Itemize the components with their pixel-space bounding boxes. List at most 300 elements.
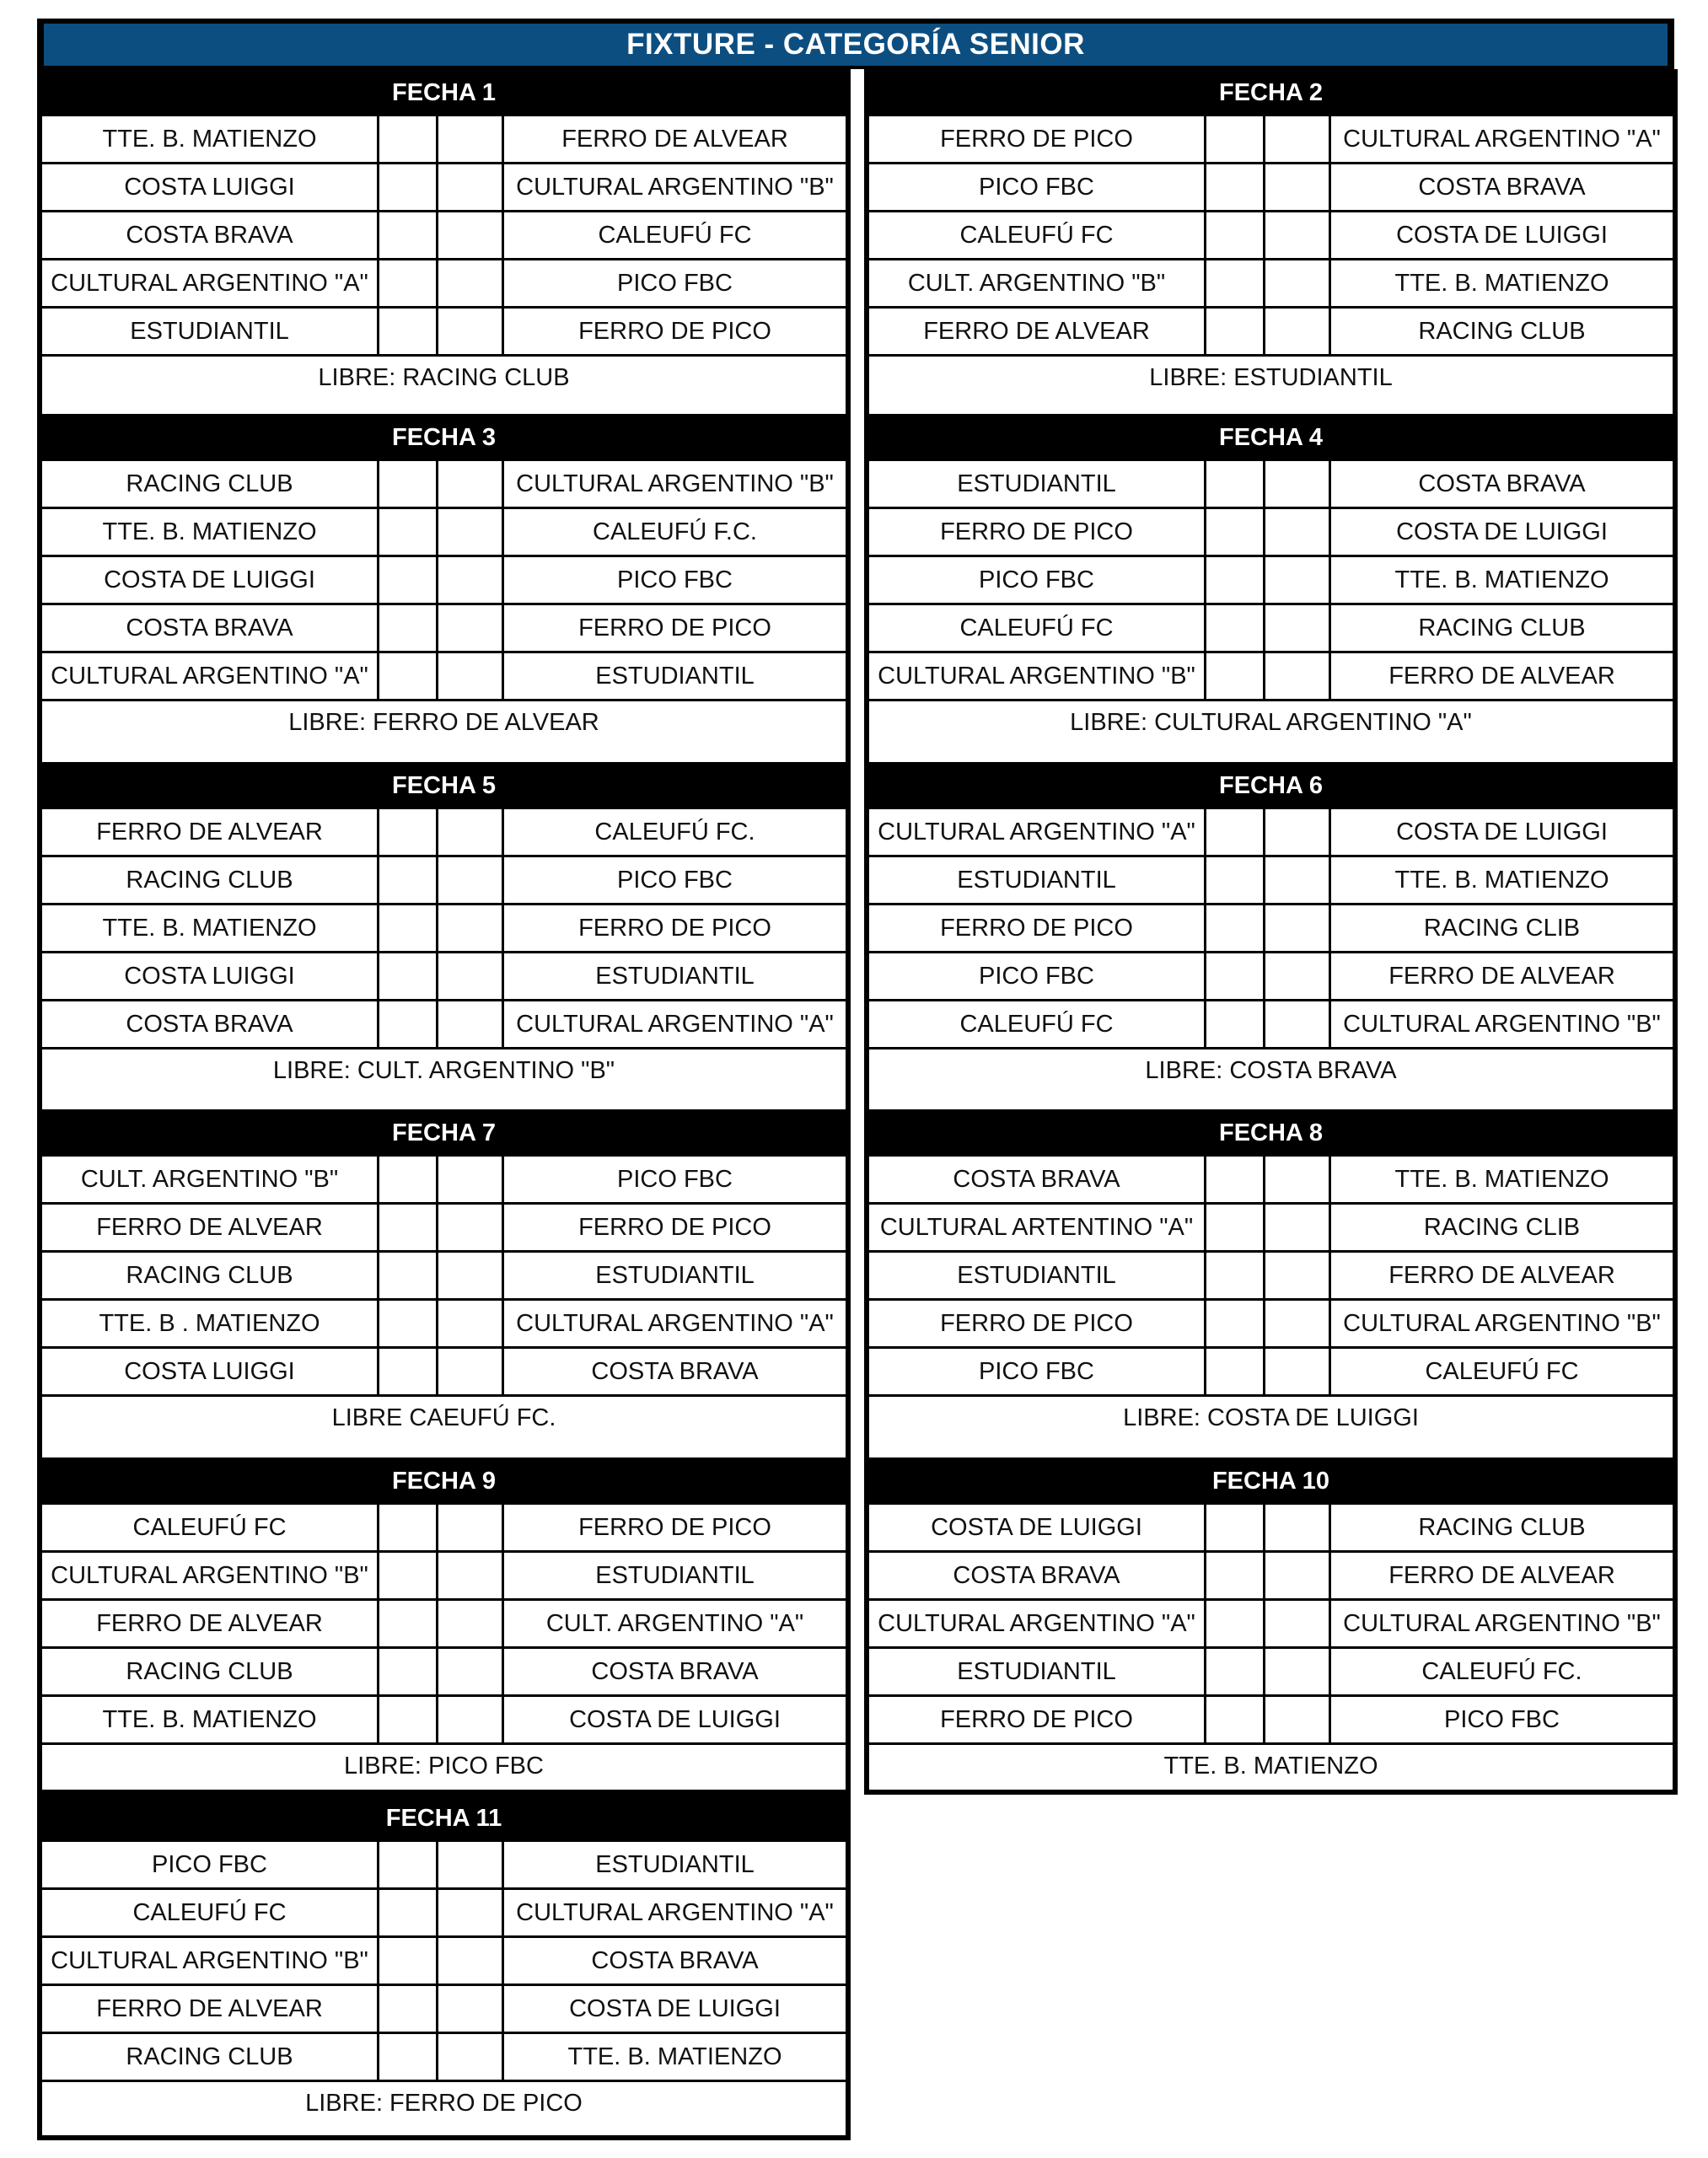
libre-team: LIBRE: COSTA BRAVA (1145, 1057, 1397, 1084)
match-row (42, 1505, 846, 1553)
home-score-cell (379, 857, 438, 903)
home-team: RACING CLUB (42, 857, 379, 903)
home-team: FERRO DE ALVEAR (42, 809, 379, 855)
home-score-cell (379, 1001, 438, 1047)
home-team: CULTURAL ARGENTINO "A" (869, 809, 1206, 855)
away-team: TTE. B. MATIENZO (1394, 269, 1609, 297)
match-row (869, 116, 1673, 164)
home-team: CULTURAL ARGENTINO "A" (42, 260, 379, 306)
home-score-cell (379, 605, 438, 651)
away-team: CULT. ARGENTINO "A" (545, 1609, 804, 1637)
home-team: CALEUFÚ FC (869, 212, 1206, 258)
away-team: COSTA BRAVA (1418, 173, 1586, 201)
home-team: FERRO DE PICO (869, 1301, 1206, 1346)
fecha-block (37, 69, 851, 429)
away-team: CULTURAL ARGENTINO "A" (516, 1010, 834, 1038)
away-score-cell (438, 1349, 504, 1394)
home-score-cell (1206, 1301, 1265, 1346)
home-score-cell (379, 1505, 438, 1550)
match-row (869, 212, 1673, 260)
away-team: TTE. B. MATIENZO (1394, 866, 1609, 894)
match-row (42, 653, 846, 701)
away-team: CULTURAL ARGENTINO "B" (1343, 1609, 1661, 1637)
home-team: RACING CLUB (42, 461, 379, 507)
fecha-title: FECHA 9 (42, 1457, 846, 1505)
home-score-cell (379, 164, 438, 210)
fecha-title: FECHA 7 (42, 1109, 846, 1157)
home-score-cell (1206, 461, 1265, 507)
home-score-cell (379, 653, 438, 699)
fecha-title: FECHA 8 (869, 1109, 1673, 1157)
away-team: COSTA DE LUIGGI (1396, 221, 1608, 249)
match-row (42, 2034, 846, 2082)
fecha-title: FECHA 1 (42, 69, 846, 116)
match-row (869, 953, 1673, 1001)
home-score-cell (379, 1938, 438, 1984)
match-row (869, 1157, 1673, 1205)
home-team: FERRO DE ALVEAR (42, 1986, 379, 2032)
away-team: FERRO DE ALVEAR (561, 125, 788, 153)
match-row (869, 605, 1673, 653)
home-score-cell (379, 1301, 438, 1346)
home-team: RACING CLUB (42, 2034, 379, 2080)
home-team: FERRO DE PICO (869, 116, 1206, 162)
match-row (42, 1301, 846, 1349)
home-team: TTE. B. MATIENZO (42, 1697, 379, 1742)
home-score-cell (1206, 1205, 1265, 1250)
fecha-block (864, 414, 1678, 774)
match-row (42, 1253, 846, 1301)
match-row (869, 1349, 1673, 1397)
away-team: ESTUDIANTIL (595, 1261, 755, 1289)
away-score-cell (438, 212, 504, 258)
home-score-cell (379, 1349, 438, 1394)
away-score-cell (1265, 260, 1331, 306)
away-team: COSTA DE LUIGGI (1396, 818, 1608, 845)
away-team: FERRO DE PICO (578, 317, 771, 345)
match-row (869, 509, 1673, 557)
home-team: CULTURAL ARGENTINO "B" (42, 1553, 379, 1598)
away-score-cell (438, 557, 504, 603)
home-score-cell (1206, 1697, 1265, 1742)
home-score-cell (379, 309, 438, 354)
home-team: CULTURAL ARGENTINO "A" (869, 1601, 1206, 1646)
home-score-cell (1206, 605, 1265, 651)
away-team: PICO FBC (617, 566, 733, 593)
home-score-cell (1206, 116, 1265, 162)
home-team: TTE. B. MATIENZO (42, 509, 379, 555)
match-row (42, 1986, 846, 2034)
match-row (869, 260, 1673, 309)
libre-team: TTE. B. MATIENZO (1163, 1753, 1378, 1780)
away-team: COSTA DE LUIGGI (1396, 518, 1608, 545)
away-score-cell (1265, 605, 1331, 651)
away-team: FERRO DE PICO (578, 614, 771, 641)
away-team: COSTA DE LUIGGI (569, 1705, 781, 1733)
home-team: CALEUFÚ FC (869, 605, 1206, 651)
libre-team: LIBRE CAEUFÚ FC. (331, 1404, 556, 1431)
away-team: CULTURAL ARGENTINO "B" (516, 173, 834, 201)
away-score-cell (438, 1505, 504, 1550)
home-team: COSTA DE LUIGGI (869, 1505, 1206, 1550)
match-row (42, 164, 846, 212)
home-score-cell (1206, 164, 1265, 210)
home-team: PICO FBC (869, 953, 1206, 999)
home-score-cell (379, 1205, 438, 1250)
away-team: TTE. B. MATIENZO (567, 2043, 782, 2070)
home-team: CULTURAL ARTENTINO "A" (869, 1205, 1206, 1250)
match-row (869, 309, 1673, 357)
away-score-cell (438, 461, 504, 507)
home-score-cell (1206, 212, 1265, 258)
away-score-cell (438, 1697, 504, 1742)
away-score-cell (1265, 809, 1331, 855)
home-team: ESTUDIANTIL (869, 1253, 1206, 1298)
home-team: ESTUDIANTIL (869, 1649, 1206, 1694)
home-team: TTE. B. MATIENZO (42, 116, 379, 162)
fecha-block (37, 1109, 851, 1469)
home-score-cell (1206, 557, 1265, 603)
fecha-block (37, 1795, 851, 2140)
home-team: CULTURAL ARGENTINO "B" (869, 653, 1206, 699)
home-score-cell (1206, 1553, 1265, 1598)
away-score-cell (438, 1842, 504, 1887)
away-team: RACING CLIB (1423, 1213, 1581, 1241)
match-row (869, 164, 1673, 212)
libre-team: LIBRE: FERRO DE PICO (305, 2090, 583, 2117)
home-score-cell (379, 212, 438, 258)
match-row (869, 1301, 1673, 1349)
home-score-cell (1206, 1505, 1265, 1550)
match-row (42, 1649, 846, 1697)
fecha-block (37, 414, 851, 774)
away-score-cell (1265, 1697, 1331, 1742)
match-row (42, 605, 846, 653)
fixture-sheet (37, 19, 1674, 2141)
away-team: TTE. B. MATIENZO (1394, 566, 1609, 593)
away-team: CALEUFÚ FC (598, 221, 752, 249)
fecha-title: FECHA 3 (42, 414, 846, 461)
home-team: CALEUFÚ FC (42, 1890, 379, 1935)
home-score-cell (379, 905, 438, 951)
home-score-cell (1206, 953, 1265, 999)
away-score-cell (438, 1157, 504, 1202)
away-team: PICO FBC (617, 866, 733, 894)
fecha-title: FECHA 6 (869, 762, 1673, 809)
home-score-cell (379, 461, 438, 507)
home-team: CALEUFÚ FC (869, 1001, 1206, 1047)
away-score-cell (438, 653, 504, 699)
away-team: CALEUFÚ FC. (594, 818, 755, 845)
away-score-cell (1265, 1301, 1331, 1346)
match-row (869, 1001, 1673, 1049)
fecha-block (864, 69, 1678, 429)
away-score-cell (438, 116, 504, 162)
home-score-cell (379, 557, 438, 603)
home-team: COSTA BRAVA (869, 1553, 1206, 1598)
match-row (42, 1157, 846, 1205)
match-row (42, 461, 846, 509)
away-score-cell (438, 1601, 504, 1646)
match-row (42, 905, 846, 953)
fecha-title: FECHA 10 (869, 1457, 1673, 1505)
home-team: COSTA BRAVA (42, 1001, 379, 1047)
match-row (42, 116, 846, 164)
home-score-cell (1206, 905, 1265, 951)
away-score-cell (438, 509, 504, 555)
away-score-cell (438, 953, 504, 999)
away-score-cell (438, 809, 504, 855)
away-team: CULTURAL ARGENTINO "A" (516, 1309, 834, 1337)
away-team: CALEUFÚ F.C. (593, 518, 757, 545)
home-team: CALEUFÚ FC (42, 1505, 379, 1550)
away-team: COSTA BRAVA (591, 1657, 759, 1685)
match-row (42, 509, 846, 557)
home-team: FERRO DE PICO (869, 509, 1206, 555)
home-score-cell (379, 953, 438, 999)
home-team: FERRO DE ALVEAR (869, 309, 1206, 354)
away-score-cell (438, 1986, 504, 2032)
fecha-block (864, 1457, 1678, 1795)
away-score-cell (1265, 509, 1331, 555)
match-row (42, 1842, 846, 1890)
away-team: RACING CLUB (1418, 317, 1586, 345)
away-team: RACING CLUB (1418, 614, 1586, 641)
away-score-cell (438, 1301, 504, 1346)
title-bar (37, 19, 1674, 69)
away-team: FERRO DE ALVEAR (1388, 1261, 1615, 1289)
libre-team: LIBRE: CULTURAL ARGENTINO "A" (1070, 709, 1472, 736)
home-score-cell (379, 1890, 438, 1935)
away-team: CULTURAL ARGENTINO "B" (1343, 1010, 1661, 1038)
libre-team: LIBRE: CULT. ARGENTINO "B" (272, 1057, 615, 1084)
away-score-cell (1265, 1205, 1331, 1250)
away-team: FERRO DE PICO (578, 914, 771, 942)
away-team: CALEUFÚ FC. (1421, 1657, 1582, 1685)
match-row (869, 1601, 1673, 1649)
libre-team: LIBRE: RACING CLUB (318, 364, 570, 391)
home-score-cell (379, 2034, 438, 2080)
away-score-cell (1265, 1649, 1331, 1694)
home-team: COSTA LUIGGI (42, 953, 379, 999)
fecha-block (864, 1109, 1678, 1469)
match-row (869, 1253, 1673, 1301)
away-team: CALEUFÚ FC (1425, 1357, 1579, 1385)
fecha-title: FECHA 11 (42, 1795, 846, 1842)
match-row (42, 1553, 846, 1601)
home-team: COSTA BRAVA (42, 212, 379, 258)
home-team: COSTA LUIGGI (42, 1349, 379, 1394)
libre-team: LIBRE: PICO FBC (344, 1753, 544, 1780)
home-team: CULT. ARGENTINO "B" (869, 260, 1206, 306)
match-row (42, 1697, 846, 1745)
away-score-cell (438, 1001, 504, 1047)
away-score-cell (438, 605, 504, 651)
away-score-cell (438, 1649, 504, 1694)
home-team: FERRO DE ALVEAR (42, 1205, 379, 1250)
match-row (869, 1553, 1673, 1601)
away-team: RACING CLUB (1418, 1513, 1586, 1541)
home-team: COSTA LUIGGI (42, 164, 379, 210)
home-score-cell (379, 809, 438, 855)
match-row (42, 857, 846, 905)
away-score-cell (1265, 116, 1331, 162)
home-score-cell (379, 509, 438, 555)
match-row (42, 557, 846, 605)
home-score-cell (379, 1157, 438, 1202)
page-title: FIXTURE - CATEGORÍA SENIOR (44, 24, 1668, 66)
home-score-cell (379, 1842, 438, 1887)
away-team: COSTA BRAVA (591, 1946, 759, 1974)
away-score-cell (1265, 1553, 1331, 1598)
fecha-title: FECHA 5 (42, 762, 846, 809)
away-score-cell (438, 1938, 504, 1984)
home-score-cell (379, 1986, 438, 2032)
home-score-cell (1206, 1001, 1265, 1047)
libre-team: LIBRE: COSTA DE LUIGGI (1123, 1404, 1419, 1431)
home-team: COSTA BRAVA (42, 605, 379, 651)
match-row (42, 1890, 846, 1938)
home-score-cell (379, 1601, 438, 1646)
home-score-cell (1206, 509, 1265, 555)
home-team: CULTURAL ARGENTINO "B" (42, 1938, 379, 1984)
home-team: FERRO DE PICO (869, 905, 1206, 951)
away-team: FERRO DE PICO (578, 1513, 771, 1541)
home-team: ESTUDIANTIL (869, 461, 1206, 507)
match-row (42, 1938, 846, 1986)
match-row (869, 653, 1673, 701)
home-team: FERRO DE PICO (869, 1697, 1206, 1742)
match-row (42, 212, 846, 260)
away-score-cell (1265, 653, 1331, 699)
home-score-cell (379, 260, 438, 306)
away-score-cell (438, 905, 504, 951)
home-score-cell (379, 116, 438, 162)
away-team: COSTA DE LUIGGI (569, 1994, 781, 2022)
away-team: TTE. B. MATIENZO (1394, 1165, 1609, 1193)
fecha-title: FECHA 4 (869, 414, 1673, 461)
home-team: COSTA DE LUIGGI (42, 557, 379, 603)
away-score-cell (438, 1890, 504, 1935)
fecha-block (864, 762, 1678, 1122)
away-team: ESTUDIANTIL (595, 962, 755, 990)
home-team: CULTURAL ARGENTINO "A" (42, 653, 379, 699)
match-row (42, 953, 846, 1001)
home-score-cell (1206, 653, 1265, 699)
libre-team: LIBRE: FERRO DE ALVEAR (288, 709, 599, 736)
away-score-cell (1265, 164, 1331, 210)
away-score-cell (1265, 461, 1331, 507)
home-score-cell (1206, 857, 1265, 903)
match-row (42, 1205, 846, 1253)
home-team: TTE. B. MATIENZO (42, 905, 379, 951)
away-score-cell (438, 1553, 504, 1598)
home-score-cell (1206, 1253, 1265, 1298)
away-team: CULTURAL ARGENTINO "B" (1343, 1309, 1661, 1337)
home-score-cell (1206, 1601, 1265, 1646)
away-score-cell (1265, 1001, 1331, 1047)
away-score-cell (438, 857, 504, 903)
away-score-cell (1265, 1253, 1331, 1298)
away-team: ESTUDIANTIL (595, 1850, 755, 1878)
away-team: FERRO DE ALVEAR (1388, 962, 1615, 990)
match-row (869, 461, 1673, 509)
away-team: COSTA BRAVA (1418, 470, 1586, 497)
match-row (869, 1649, 1673, 1697)
away-team: PICO FBC (617, 1165, 733, 1193)
away-team: PICO FBC (617, 269, 733, 297)
home-score-cell (379, 1553, 438, 1598)
home-score-cell (379, 1253, 438, 1298)
home-team: PICO FBC (869, 1349, 1206, 1394)
match-row (42, 260, 846, 309)
home-team: FERRO DE ALVEAR (42, 1601, 379, 1646)
away-score-cell (438, 260, 504, 306)
home-team: PICO FBC (869, 164, 1206, 210)
away-score-cell (438, 164, 504, 210)
match-row (869, 1205, 1673, 1253)
away-score-cell (1265, 1157, 1331, 1202)
home-score-cell (1206, 260, 1265, 306)
match-row (42, 1001, 846, 1049)
match-row (42, 809, 846, 857)
home-score-cell (1206, 1649, 1265, 1694)
match-row (42, 1349, 846, 1397)
away-team: ESTUDIANTIL (595, 1561, 755, 1589)
libre-team: LIBRE: ESTUDIANTIL (1149, 364, 1393, 391)
match-row (869, 1505, 1673, 1553)
home-score-cell (1206, 1349, 1265, 1394)
away-team: CULTURAL ARGENTINO "B" (516, 470, 834, 497)
away-score-cell (438, 309, 504, 354)
away-score-cell (1265, 557, 1331, 603)
match-row (869, 905, 1673, 953)
away-team: COSTA BRAVA (591, 1357, 759, 1385)
away-team: CULTURAL ARGENTINO "A" (1343, 125, 1661, 153)
away-score-cell (1265, 1349, 1331, 1394)
home-team: COSTA BRAVA (869, 1157, 1206, 1202)
away-score-cell (1265, 953, 1331, 999)
home-score-cell (379, 1649, 438, 1694)
home-team: PICO FBC (869, 557, 1206, 603)
home-score-cell (1206, 309, 1265, 354)
home-team: RACING CLUB (42, 1253, 379, 1298)
home-team: CULT. ARGENTINO "B" (42, 1157, 379, 1202)
away-team: PICO FBC (1444, 1705, 1560, 1733)
fecha-title: FECHA 2 (869, 69, 1673, 116)
away-team: RACING CLIB (1423, 914, 1581, 942)
match-row (42, 309, 846, 357)
fecha-block (37, 762, 851, 1122)
match-row (869, 857, 1673, 905)
away-team: FERRO DE PICO (578, 1213, 771, 1241)
away-score-cell (438, 2034, 504, 2080)
home-score-cell (1206, 1157, 1265, 1202)
home-team: PICO FBC (42, 1842, 379, 1887)
away-score-cell (438, 1205, 504, 1250)
away-score-cell (1265, 212, 1331, 258)
match-row (869, 809, 1673, 857)
fecha-block (37, 1457, 851, 1795)
away-score-cell (1265, 857, 1331, 903)
match-row (42, 1601, 846, 1649)
away-score-cell (1265, 1601, 1331, 1646)
home-team: ESTUDIANTIL (869, 857, 1206, 903)
match-row (869, 557, 1673, 605)
home-score-cell (379, 1697, 438, 1742)
away-score-cell (1265, 309, 1331, 354)
home-team: ESTUDIANTIL (42, 309, 379, 354)
